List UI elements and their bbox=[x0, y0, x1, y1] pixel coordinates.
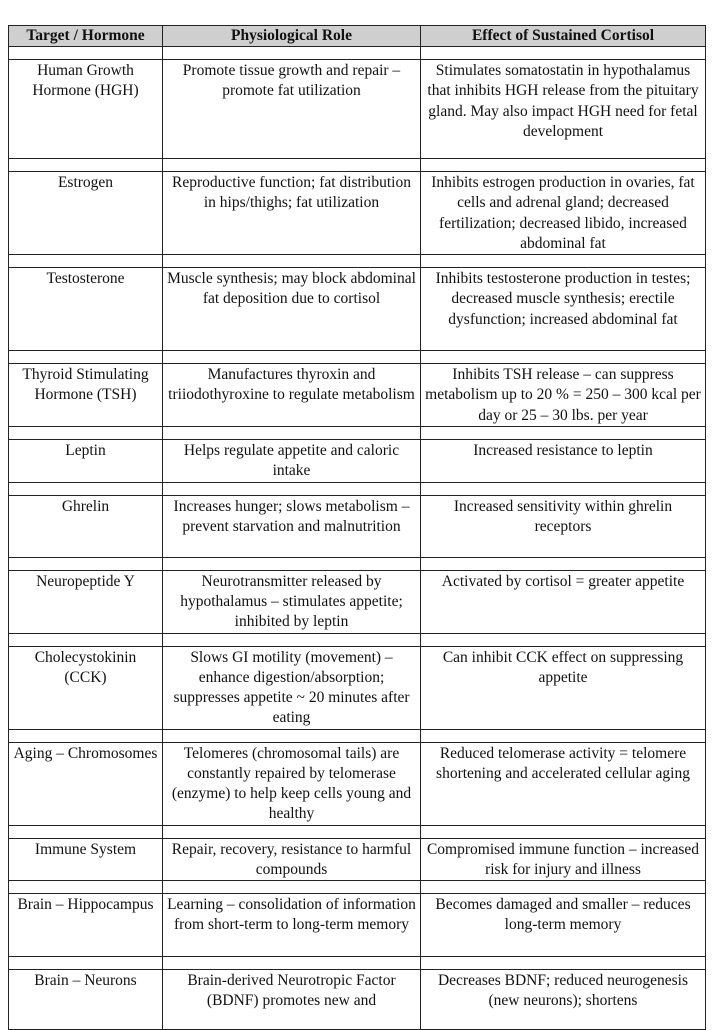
spacer-cell bbox=[421, 427, 706, 440]
spacer-cell bbox=[9, 729, 163, 742]
effect-cell: Inhibits estrogen production in ovaries, fat cells and adrenal gland; decreased fertilization; decreased libido, increased abdominal fat bbox=[421, 172, 706, 255]
target-cell: Immune System bbox=[9, 838, 163, 880]
effect-cell: Activated by cortisol = greater appetite bbox=[421, 570, 706, 633]
spacer-cell bbox=[9, 427, 163, 440]
role-cell: Telomeres (chromosomal tails) are constantly repaired by telomerase (enzyme) to help keep cells young and healthy bbox=[163, 742, 421, 825]
effect-cell: Reduced telomerase activity = telomere shortening and accelerated cellular aging bbox=[421, 742, 706, 825]
role-cell: Increases hunger; slows metabolism – prevent starvation and malnutrition bbox=[163, 495, 421, 557]
role-cell: Slows GI motility (movement) – enhance digestion/absorption; suppresses appetite ~ 20 minutes after eating bbox=[163, 646, 421, 729]
table-row-neuropeptide-y bbox=[9, 570, 706, 633]
spacer-cell bbox=[163, 482, 421, 495]
role-cell: Repair, recovery, resistance to harmful compounds bbox=[163, 838, 421, 880]
spacer-cell bbox=[9, 825, 163, 838]
header-target: Target / Hormone bbox=[9, 26, 163, 47]
effect-cell: Compromised immune function – increased risk for injury and illness bbox=[421, 838, 706, 880]
spacer-cell bbox=[9, 881, 163, 894]
role-cell: Reproductive function; fat distribution in hips/thighs; fat utilization bbox=[163, 172, 421, 255]
spacer-row bbox=[9, 351, 706, 364]
role-cell: Muscle synthesis; may block abdominal fat deposition due to cortisol bbox=[163, 268, 421, 351]
spacer-row bbox=[9, 47, 706, 60]
target-cell: Human Growth Hormone (HGH) bbox=[9, 60, 163, 159]
role-cell: Helps regulate appetite and caloric intake bbox=[163, 440, 421, 482]
spacer-cell bbox=[163, 557, 421, 570]
spacer-row bbox=[9, 482, 706, 495]
effect-cell: Increased resistance to leptin bbox=[421, 440, 706, 482]
effect-cell: Can inhibit CCK effect on suppressing appetite bbox=[421, 646, 706, 729]
spacer-cell bbox=[9, 957, 163, 970]
spacer-cell bbox=[163, 957, 421, 970]
cortisol-effects-table bbox=[8, 25, 706, 1030]
spacer-cell bbox=[163, 255, 421, 268]
spacer-cell bbox=[163, 427, 421, 440]
spacer-row bbox=[9, 255, 706, 268]
spacer-row bbox=[9, 159, 706, 172]
spacer-cell bbox=[421, 47, 706, 60]
table-row-tsh bbox=[9, 364, 706, 427]
spacer-cell bbox=[163, 351, 421, 364]
table-row-aging bbox=[9, 742, 706, 825]
table-row-hippocampus bbox=[9, 894, 706, 957]
spacer-cell bbox=[163, 825, 421, 838]
spacer-cell bbox=[421, 633, 706, 646]
effect-cell: Increased sensitivity within ghrelin receptors bbox=[421, 495, 706, 557]
spacer-cell bbox=[9, 255, 163, 268]
target-cell: Thyroid Stimulating Hormone (TSH) bbox=[9, 364, 163, 427]
spacer-cell bbox=[9, 47, 163, 60]
spacer-cell bbox=[163, 729, 421, 742]
target-cell: Brain – Hippocampus bbox=[9, 894, 163, 957]
spacer-row bbox=[9, 427, 706, 440]
spacer-cell bbox=[9, 482, 163, 495]
spacer-cell bbox=[163, 633, 421, 646]
table-row-testosterone bbox=[9, 268, 706, 351]
spacer-cell bbox=[9, 557, 163, 570]
table-row-hgh bbox=[9, 60, 706, 159]
spacer-row bbox=[9, 957, 706, 970]
table-row-cck bbox=[9, 646, 706, 729]
table-row-leptin bbox=[9, 440, 706, 482]
effect-cell: Becomes damaged and smaller – reduces long-term memory bbox=[421, 894, 706, 957]
spacer-cell bbox=[163, 159, 421, 172]
spacer-cell bbox=[421, 255, 706, 268]
role-cell: Manufactures thyroxin and triiodothyroxine to regulate metabolism bbox=[163, 364, 421, 427]
spacer-cell bbox=[421, 881, 706, 894]
spacer-cell bbox=[421, 482, 706, 495]
header-effect: Effect of Sustained Cortisol bbox=[421, 26, 706, 47]
spacer-cell bbox=[421, 351, 706, 364]
target-cell: Cholecystokinin (CCK) bbox=[9, 646, 163, 729]
spacer-cell bbox=[421, 557, 706, 570]
target-cell: Ghrelin bbox=[9, 495, 163, 557]
spacer-cell bbox=[421, 159, 706, 172]
spacer-cell bbox=[9, 351, 163, 364]
target-cell: Leptin bbox=[9, 440, 163, 482]
spacer-cell bbox=[9, 159, 163, 172]
table-row-immune bbox=[9, 838, 706, 880]
role-cell: Neurotransmitter released by hypothalamus – stimulates appetite; inhibited by leptin bbox=[163, 570, 421, 633]
table-row-estrogen bbox=[9, 172, 706, 255]
spacer-row bbox=[9, 825, 706, 838]
spacer-row bbox=[9, 729, 706, 742]
role-cell: Brain-derived Neurotropic Factor (BDNF) promotes new and bbox=[163, 970, 421, 1030]
spacer-cell bbox=[421, 825, 706, 838]
spacer-cell bbox=[163, 47, 421, 60]
effect-cell: Decreases BDNF; reduced neurogenesis (new neurons); shortens bbox=[421, 970, 706, 1030]
effect-cell: Inhibits TSH release – can suppress metabolism up to 20 % = 250 – 300 kcal per day or 25 – 30 lbs. per year bbox=[421, 364, 706, 427]
table-header-row bbox=[9, 26, 706, 47]
target-cell: Aging – Chromosomes bbox=[9, 742, 163, 825]
table-row-ghrelin bbox=[9, 495, 706, 557]
target-cell: Brain – Neurons bbox=[9, 970, 163, 1030]
effect-cell: Inhibits testosterone production in testes; decreased muscle synthesis; erectile dysfunction; increased abdominal fat bbox=[421, 268, 706, 351]
target-cell: Neuropeptide Y bbox=[9, 570, 163, 633]
role-cell: Promote tissue growth and repair – promote fat utilization bbox=[163, 60, 421, 159]
header-role: Physiological Role bbox=[163, 26, 421, 47]
target-cell: Estrogen bbox=[9, 172, 163, 255]
spacer-cell bbox=[9, 633, 163, 646]
role-cell: Learning – consolidation of information from short-term to long-term memory bbox=[163, 894, 421, 957]
target-cell: Testosterone bbox=[9, 268, 163, 351]
spacer-row bbox=[9, 633, 706, 646]
effect-cell: Stimulates somatostatin in hypothalamus that inhibits HGH release from the pituitary gland. May also impact HGH need for fetal development bbox=[421, 60, 706, 159]
spacer-cell bbox=[421, 957, 706, 970]
spacer-row bbox=[9, 881, 706, 894]
spacer-cell bbox=[421, 729, 706, 742]
spacer-cell bbox=[163, 881, 421, 894]
table-row-neurons bbox=[9, 970, 706, 1030]
spacer-row bbox=[9, 557, 706, 570]
